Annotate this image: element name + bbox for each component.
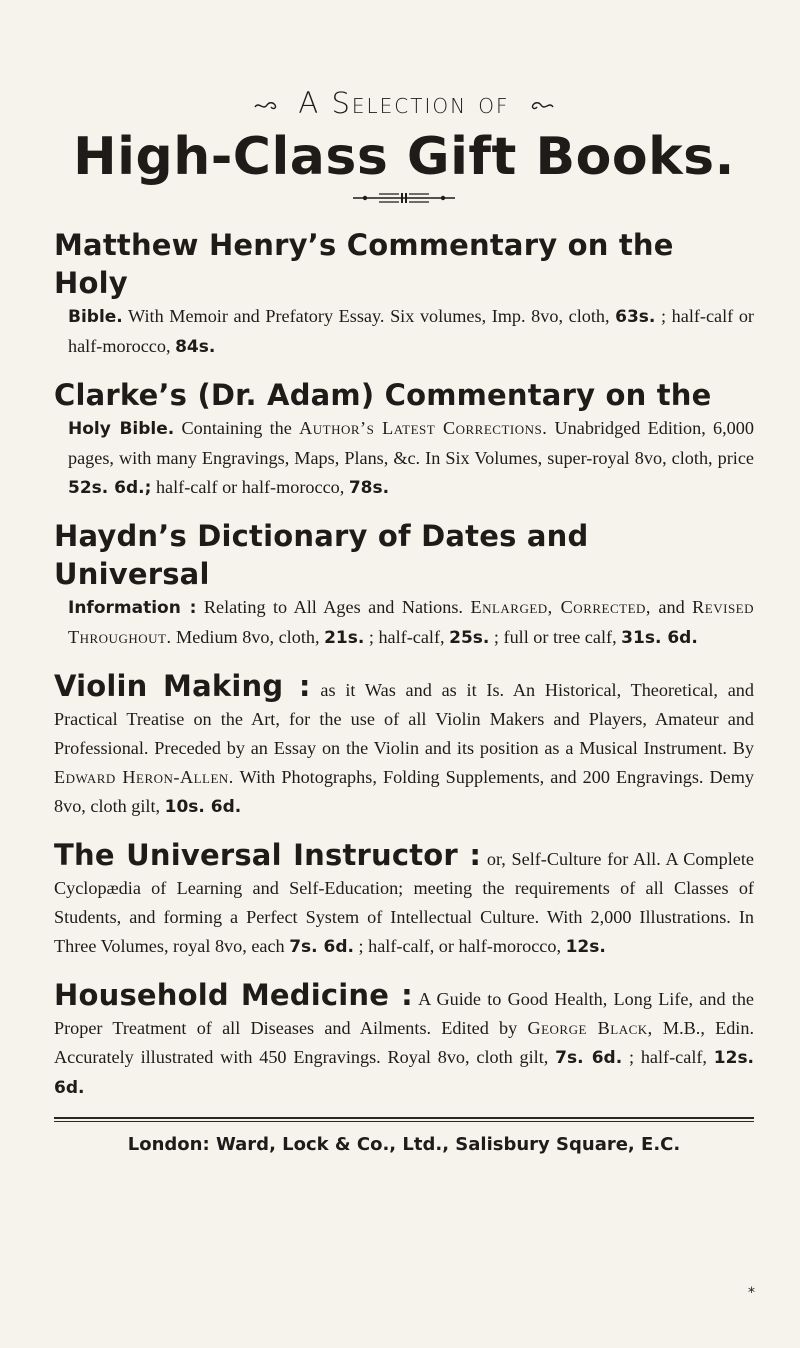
entry-text: and [650, 597, 693, 617]
price: 12s. 6d. [54, 1048, 755, 1098]
price: 84s. [175, 337, 216, 357]
ornament-rule-icon [349, 190, 459, 206]
footer-rule [54, 1117, 754, 1122]
price: 31s. 6d. [621, 628, 698, 648]
entry-text: With Photographs, Folding Supplements, and 200 Engravings. Demy 8vo, cloth gilt, [54, 767, 754, 816]
book-entry [54, 667, 754, 822]
entry-text: half-calf or half-morocco, [151, 477, 349, 497]
catalogue-page [54, 0, 754, 1155]
entry-title: Violin Making : [54, 669, 311, 703]
entry-title: Clarke’s (Dr. Adam) Commentary on the [54, 378, 712, 412]
small-caps-text: George Black, [527, 1018, 653, 1038]
book-entry [54, 376, 754, 503]
small-caps-text: Revised Throughout. [68, 597, 755, 647]
price: 78s. [348, 478, 390, 498]
price: 63s. [615, 307, 656, 327]
price: 52s. 6d.; [68, 478, 152, 498]
entry-text: or, Self-Culture for All. A Complete Cyclopædia of Learning and Self-Education; meeting the requirements of all Classes of Students, and forming a Perfect System of Intellectual Culture. With 2,000 Illustrations. In Three Volumes, royal 8vo, each [54, 849, 754, 956]
entry-title-continued: Information : [68, 598, 197, 618]
entry-text: ; half-calf, or half-morocco, [353, 936, 566, 956]
page-title: High-Class Gift Books. [73, 127, 735, 187]
small-caps-text: Author’s Latest Corrections. [299, 418, 548, 438]
entry-text: M.B., Edin. Accurately illustrated with 450 Engravings. Royal 8vo, cloth gilt, [54, 1018, 755, 1067]
small-caps-text: Enlarged, Corrected, [470, 597, 651, 617]
price: 10s. 6d. [164, 797, 242, 817]
entry-title: The Universal Instructor : [54, 838, 482, 872]
entry-description [54, 667, 754, 822]
book-entry [54, 226, 754, 362]
entry-description [54, 976, 754, 1103]
book-entry [54, 836, 754, 962]
price: 7s. 6d. [555, 1048, 623, 1068]
entry-text: Containing the [174, 418, 300, 438]
book-entry [54, 517, 754, 653]
small-caps-text: Edward Heron-Allen. [54, 767, 234, 787]
entry-text: ; half-calf or half-morocco, [68, 306, 754, 356]
entry-description [54, 836, 754, 962]
entry-text: A Guide to Good Health, Long Life, and the Proper Treatment of all Diseases and Ailments. Edited by [54, 989, 755, 1038]
entry-title-continued: Bible. [68, 307, 123, 327]
section-header [54, 86, 754, 120]
entry-description [54, 414, 754, 503]
book-entry [54, 976, 754, 1103]
right-flourish-icon [527, 97, 555, 113]
price: 25s. [449, 628, 490, 648]
left-flourish-icon [253, 97, 281, 113]
entry-text: Medium 8vo, cloth, [171, 627, 325, 647]
entry-text: Unabridged Edition, 6,000 pages, with many Engravings, Maps, Plans, &c. In Six Volumes, super-royal 8vo, cloth, price [68, 418, 754, 468]
signature-mark: * [748, 1285, 755, 1301]
publisher-imprint: London: Ward, Lock & Co., Ltd., Salisbury Square, E.C. [127, 1134, 681, 1155]
entry-title-continued: Holy Bible. [68, 419, 175, 439]
entry-title: Matthew Henry’s Commentary on the Holy [54, 228, 674, 300]
header-text: Selection of [331, 86, 510, 120]
entry-text: Relating to All Ages and Nations. [196, 597, 471, 617]
price: 7s. 6d. [289, 937, 354, 957]
header-prefix: A [298, 86, 321, 120]
entry-title: Household Medicine : [54, 978, 413, 1012]
entry-text: ; half-calf, [364, 627, 450, 647]
entry-description [54, 593, 754, 653]
entry-text: as it Was and as it Is. An Historical, Theoretical, and Practical Treatise on the Art, for the use of all Violin Makers and Players, Amateur and Professional. Preceded by an Essay on the Violin and its position as a Musical Instrument. By [54, 680, 754, 758]
entry-description [54, 302, 754, 362]
entry-text: ; full or tree calf, [489, 627, 622, 647]
entry-title: Haydn’s Dictionary of Dates and Universal [54, 519, 589, 591]
price: 12s. [565, 937, 606, 957]
entry-text: With Memoir and Prefatory Essay. Six volumes, Imp. 8vo, cloth, [122, 306, 616, 326]
price: 21s. [324, 628, 365, 648]
ornamental-rule [54, 190, 754, 212]
entry-text: ; half-calf, [622, 1047, 714, 1067]
